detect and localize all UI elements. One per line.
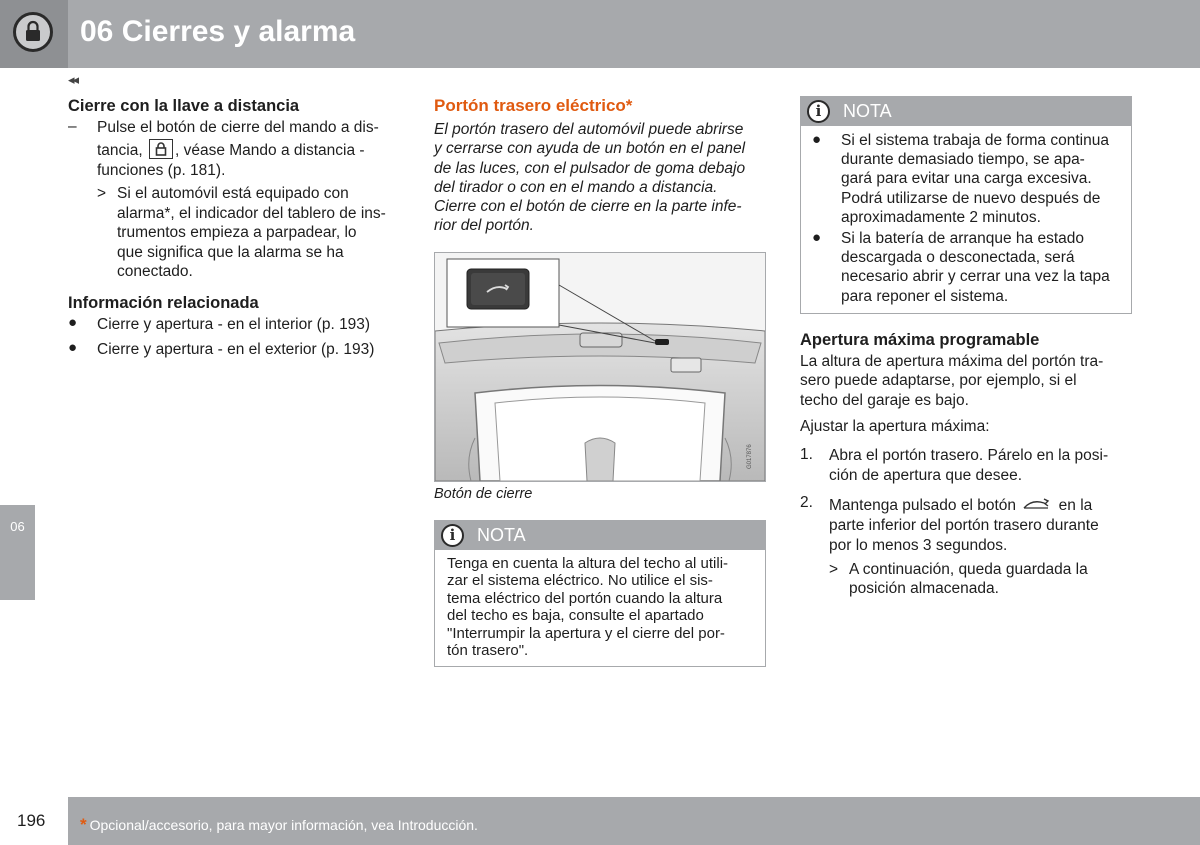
note-line: tón trasero". [447,642,529,660]
note-line: "Interrumpir la apertura y el cierre del por- [447,624,725,642]
step-line: Pulse el botón de cierre del mando a dis- [97,119,379,136]
step-line-text: tancia, [97,142,143,159]
lock-button-icon [149,139,173,159]
result-marker: > [829,561,839,578]
related-info-heading: Información relacionada [68,294,259,312]
intro-line: El portón trasero del automóvil puede abrirse [434,121,744,138]
note-title: NOTA [843,101,892,121]
step-line-with-icon [97,139,365,161]
result-line: A continuación, queda guardada la [849,561,1088,578]
step-line: parte inferior del portón trasero durante [829,517,1099,534]
intro-line: de las luces, con el pulsador de goma debajo [434,159,746,177]
step-marker: – [68,118,77,135]
max-opening-paragraph [800,352,1125,410]
footnote-text: Opcional/accesorio, para mayor información, vea Introducción. [89,817,478,833]
result-line: que significa que la alarma se ha [117,243,344,261]
result-marker: > [97,185,107,202]
power-tailgate-intro [434,120,764,236]
remote-lock-heading: Cierre con la llave a distancia [68,97,300,115]
intro-line: Cierre con el botón de cierre en la parte infe- [434,198,742,216]
note-line: del techo es baja, consulte el apartado [447,607,704,625]
paragraph-line: La altura de apertura máxima del portón tra- [800,353,1104,370]
page-number: 196 [17,811,46,830]
note-line: Si el sistema trabaja de forma continua [841,132,1109,149]
footnote [80,815,478,835]
bullet-icon: ● [812,131,822,148]
note-header [435,521,765,550]
intro-line: del tirador o con en el mando a distancia. [434,178,718,196]
note-bullet [841,131,1126,227]
tailgate-illustration [434,252,766,482]
note-title: NOTA [477,525,526,545]
figure-caption: Botón de cierre [434,486,533,502]
step-line: ción de apertura que desee. [829,467,1023,484]
chapter-title: 06 Cierres y alarma [80,15,356,48]
note-text [447,555,757,659]
step-line: funciones (p. 181). [97,162,226,179]
step-line-text: Mantenga pulsado el botón [829,497,1017,514]
tailgate-button-icon [1022,496,1052,510]
back-arrows-icon[interactable]: ◂◂ [68,72,78,87]
step-line-text: en la [1058,497,1093,514]
note-line: descargada o desconectada, será [841,249,1075,267]
info-icon: i [807,100,830,123]
figure-code: G017876 [747,444,753,469]
result-line: posición almacenada. [849,580,999,597]
result-line: Si el automóvil está equipado con [117,185,349,202]
note-line: Tenga en cuenta la altura del techo al utili- [447,555,729,572]
note-line: Podrá utilizarse de nuevo después de [841,189,1101,207]
bullet-icon: ● [812,229,822,246]
lock-icon [13,12,53,52]
footnote-star: * [80,815,87,834]
step-line-text: , véase Mando a distancia - [174,142,365,159]
step-line: Abra el portón trasero. Párelo en la posi- [829,447,1109,464]
note-line: Si la batería de arranque ha estado [841,230,1085,247]
note-header [801,97,1131,126]
related-link[interactable]: Cierre y apertura - en el interior (p. 193) [97,316,371,333]
note-bullet [841,229,1126,306]
note-line: gará para evitar una carga excesiva. [841,170,1092,188]
bullet-icon: ● [68,339,78,356]
bullet-icon: ● [68,314,78,331]
note-line: durante demasiado tiempo, se apa- [841,151,1085,169]
note-line: necesario abrir y cerrar una vez la tapa [841,268,1110,286]
info-icon: i [441,524,464,547]
intro-line: rior del portón. [434,217,534,235]
adjust-label: Ajustar la apertura máxima: [800,418,990,435]
step-number: 2. [800,494,813,511]
step-number: 1. [800,446,813,463]
chapter-side-tab-label: 06 [10,519,25,534]
step-line-with-icon [829,496,1092,516]
result-line: alarma*, el indicador del tablero de ins- [117,204,386,222]
intro-line: y cerrarse con ayuda de un botón en el panel [434,140,746,158]
power-tailgate-heading: Portón trasero eléctrico* [434,96,633,115]
note-line: zar el sistema eléctrico. No utilice el sis- [447,572,713,590]
note-line: para reponer el sistema. [841,287,1009,305]
related-link[interactable]: Cierre y apertura - en el exterior (p. 193) [97,341,375,358]
paragraph-line: sero puede adaptarse, por ejemplo, si el [800,372,1077,390]
paragraph-line: techo del garaje es bajo. [800,391,969,409]
note-line: tema eléctrico del portón cuando la altura [447,589,723,607]
max-opening-heading: Apertura máxima programable [800,331,1040,349]
note-line: aproximadamente 2 minutos. [841,208,1041,226]
result-line: trumentos empieza a parpadear, lo [117,224,357,241]
result-line: conectado. [117,263,193,280]
step-line: por lo menos 3 segundos. [829,537,1008,554]
